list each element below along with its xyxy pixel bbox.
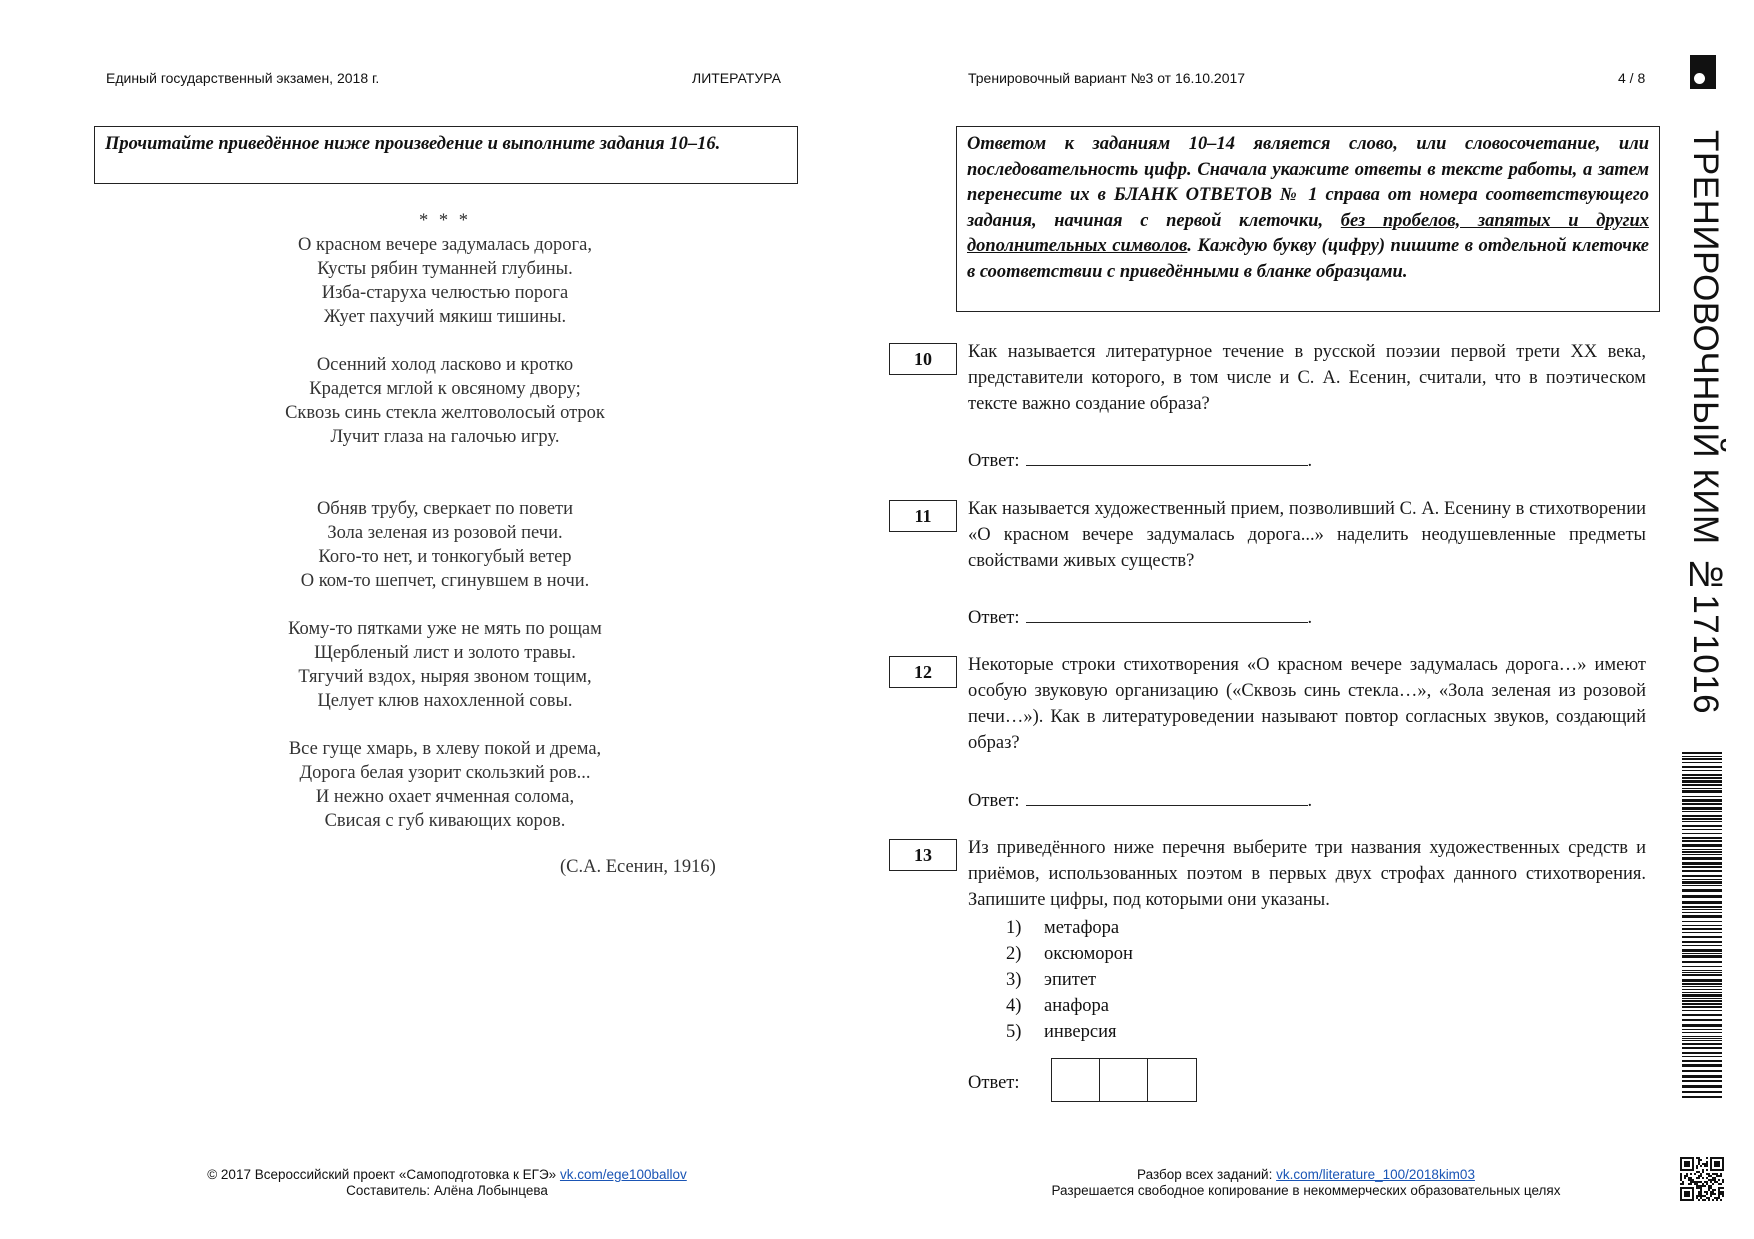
header-subject: ЛИТЕРАТУРА [692, 70, 781, 86]
logo-icon [1690, 55, 1716, 89]
answer-line-10[interactable]: Ответ: . [968, 445, 1312, 472]
poem-line: Целует клюв нахохленной совы. [317, 691, 573, 711]
poem [230, 209, 660, 833]
answer-blank[interactable] [1026, 785, 1308, 806]
answer-blank[interactable] [1026, 602, 1308, 623]
poem-line: Зола зеленая из розовой печи. [327, 523, 563, 543]
answer-cell[interactable] [1148, 1059, 1196, 1101]
poem-stanza [230, 617, 660, 713]
poem-stanza [230, 737, 660, 833]
answer-label: Ответ: [968, 608, 1020, 628]
task-number-10: 10 [889, 343, 957, 375]
poem-line: Осенний холод ласково и кротко [316, 355, 574, 375]
answer-label: Ответ: [968, 451, 1020, 471]
answer-line-11[interactable]: Ответ: . [968, 602, 1312, 629]
poem-line: Жует пахучий мякиш тишины. [323, 307, 567, 327]
task-text-11: Как называется художественный прием, позволивший С. А. Есенину в стихотворении «О красном вечере задумалась дорога...» наделить неодушевленные предметы свойствами живых существ? [968, 499, 1646, 571]
poem-line: Лучит глаза на галочью игру. [330, 427, 560, 447]
barcode-icon [1682, 752, 1722, 1099]
answer-blank[interactable] [1026, 445, 1308, 466]
poem-line: О красном вечере задумалась дорога, [298, 235, 592, 255]
answer-label-13: Ответ: [968, 1073, 1020, 1093]
task-text-10: Как называется литературное течение в русской поэзии первой трети XX века, представители которого, в том числе и С. А. Есенин, считали, что в поэтическом тексте важно создание образа? [968, 342, 1646, 414]
task-text-12: Некоторые строки стихотворения «О красном вечере задумалась дорога…» имеют особую звуковую организацию («Сквозь синь стекла…», «Зола зеленая из розовой печи…»). Как в литературоведении называют повтор согласных звуков, создающий образ? [968, 655, 1646, 753]
answer-instruction-text: Ответом к заданиям 10–14 является слово, или словосочетание, или последовательность цифр. Сначала укажите ответы в тексте работы, а затем перенесите их в БЛАНК ОТВЕТОВ № 1 справа от номера соответствующего задания, начиная с первой клеточки, [967, 134, 1649, 231]
reading-instruction-text: Прочитайте приведённое ниже произведение и выполните задания 10–16. [105, 134, 721, 154]
footer-right [1052, 1167, 1561, 1199]
answer-cell[interactable] [1052, 1059, 1100, 1101]
answer-label: Ответ: [968, 791, 1020, 811]
option-item: 3) эпитет [1006, 970, 1097, 990]
poem-line: Кого-то нет, и тонкогубый ветер [318, 547, 572, 567]
poem-line: О ком-то шепчет, сгинувшем в ночи. [300, 571, 590, 591]
footer-link-vk-project[interactable]: vk.com/ege100ballov [559, 1167, 687, 1182]
poem-line: Тягучий вздох, ныряя звоном тощим, [298, 667, 592, 687]
task-text-13: Из приведённого ниже перечня выберите три названия художественных средств и приёмов, использованных поэтом в первых двух строфах данного стихотворения. Запишите цифры, под которыми они указаны. [968, 838, 1646, 910]
task-number-12: 12 [889, 656, 957, 688]
option-item: 4) анафора [1006, 996, 1110, 1016]
poem-title: * * * [419, 211, 471, 231]
poem-line: Изба-старуха челюстью порога [321, 283, 569, 303]
vertical-kim-title: ТРЕНИРОВОЧНЫЙ КИМ №171016 [1686, 130, 1725, 715]
header-page-number: 4 / 8 [1618, 70, 1646, 86]
answer-line-12[interactable]: Ответ: . [968, 785, 1312, 812]
footer-link-analysis[interactable]: vk.com/literature_100/2018kim03 [1276, 1167, 1475, 1182]
poem-author: (С.А. Есенин, 1916) [560, 857, 716, 877]
footer-left [207, 1167, 687, 1199]
poem-line: Сквозь синь стекла желтоволосый отрок [285, 403, 605, 423]
poem-line: Кусты рябин туманней глубины. [317, 259, 573, 279]
option-item: 1) метафора [1006, 918, 1120, 938]
answer-instruction-box [956, 126, 1660, 312]
footer-copy-permission: Разрешается свободное копирование в некоммерческих образовательных целях [1051, 1183, 1561, 1198]
task-number-13: 13 [889, 839, 957, 871]
reading-instruction-box [94, 126, 798, 184]
answer-instruction-text-end: . Каждую букву (цифру) пишите в отдельной клеточке в соответствии с приведёнными в бланке образцами. [967, 236, 1649, 282]
poem-line: Кому-то пятками уже не мять по рощам [288, 619, 602, 639]
footer-analysis-label: Разбор всех заданий: [1137, 1167, 1277, 1182]
header-exam-title: Единый государственный экзамен, 2018 г. [106, 70, 380, 86]
option-item: 2) оксюморон [1006, 944, 1133, 964]
poem-line: Щербленый лист и золото травы. [314, 643, 576, 663]
poem-line: Все гуще хмарь, в хлеву покой и дрема, [288, 739, 602, 759]
poem-stanza [230, 233, 660, 329]
poem-line: И нежно охает ячменная солома, [315, 787, 575, 807]
poem-line: Крадется мглой к овсяному двору; [309, 379, 581, 399]
poem-line: Обняв трубу, сверкает по повети [316, 499, 574, 519]
poem-stanza [230, 353, 660, 449]
qr-code-icon [1680, 1157, 1724, 1201]
footer-copyright: © 2017 Всероссийский проект «Самоподготовка к ЕГЭ» [207, 1167, 560, 1182]
footer-author: Составитель: Алёна Лобынцева [346, 1183, 548, 1198]
poem-line: Дорога белая узорит скользкий ров... [299, 763, 591, 783]
task-number-11: 11 [889, 500, 957, 532]
poem-line: Свисая с губ кивающих коров. [324, 811, 566, 831]
header-variant: Тренировочный вариант №3 от 16.10.2017 [968, 70, 1246, 86]
options-list [1006, 915, 1133, 1045]
answer-instruction-underlined: без пробелов, запятых и других дополнительных символов [967, 210, 1649, 256]
answer-cells-13[interactable] [1051, 1058, 1197, 1102]
answer-cell[interactable] [1100, 1059, 1148, 1101]
option-item: 5) инверсия [1006, 1022, 1117, 1042]
poem-stanza [230, 497, 660, 593]
